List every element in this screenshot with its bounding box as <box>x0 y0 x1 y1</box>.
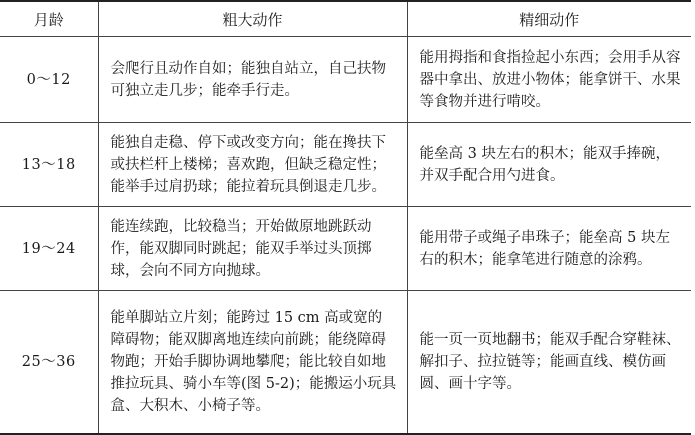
fine-motor-cell: 能一页一页地翻书；能双手配合穿鞋袜、解扣子、拉拉链等；能画直线、模仿画圆、画十字等。 <box>407 291 691 434</box>
gross-motor-cell: 能连续跑，比较稳当；开始做原地跳跃动作，能双脚同时跳起；能双手举过头顶掷球，会向不同方向抛球。 <box>98 207 407 291</box>
gross-motor-cell: 能单脚站立片刻；能跨过 15 cm 高或宽的障碍物；能双脚离地连续向前跳；能绕障碍物跑；开始手脚协调地攀爬；能比较自如地推拉玩具、骑小车等(图 5-2)；能搬运小玩具盒、大积木、小椅子等。 <box>98 291 407 434</box>
table-header <box>0 1 691 37</box>
table-row <box>0 291 691 434</box>
age-cell: 25～36 <box>21 353 76 370</box>
fine-motor-cell: 能垒高 3 块左右的积木；能双手捧碗，并双手配合用勺进食。 <box>407 123 691 207</box>
fine-motor-cell: 能用拇指和食指捡起小东西；会用手从容器中拿出、放进小物体；能拿饼干、水果等食物并进行啃咬。 <box>407 37 691 123</box>
gross-motor-cell: 会爬行且动作自如；能独自站立，自己扶物可独立走几步；能牵手行走。 <box>98 37 407 123</box>
table-row <box>0 123 691 207</box>
age-cell: 19～24 <box>21 240 76 257</box>
header-fine-motor: 精细动作 <box>407 1 691 37</box>
age-cell: 13～18 <box>21 156 76 173</box>
table-body <box>0 37 691 434</box>
header-row <box>0 1 691 37</box>
gross-motor-cell: 能独自走稳、停下或改变方向；能在搀扶下或扶栏杆上楼梯；喜欢跑，但缺乏稳定性；能举手过肩扔球；能拉着玩具倒退走几步。 <box>98 123 407 207</box>
header-age: 月龄 <box>33 10 64 29</box>
age-cell: 0～12 <box>26 71 71 88</box>
table-row <box>0 37 691 123</box>
fine-motor-cell: 能用带子或绳子串珠子；能垒高 5 块左右的积木；能拿笔进行随意的涂鸦。 <box>407 207 691 291</box>
header-gross-motor: 粗大动作 <box>98 1 407 37</box>
table-row <box>0 207 691 291</box>
